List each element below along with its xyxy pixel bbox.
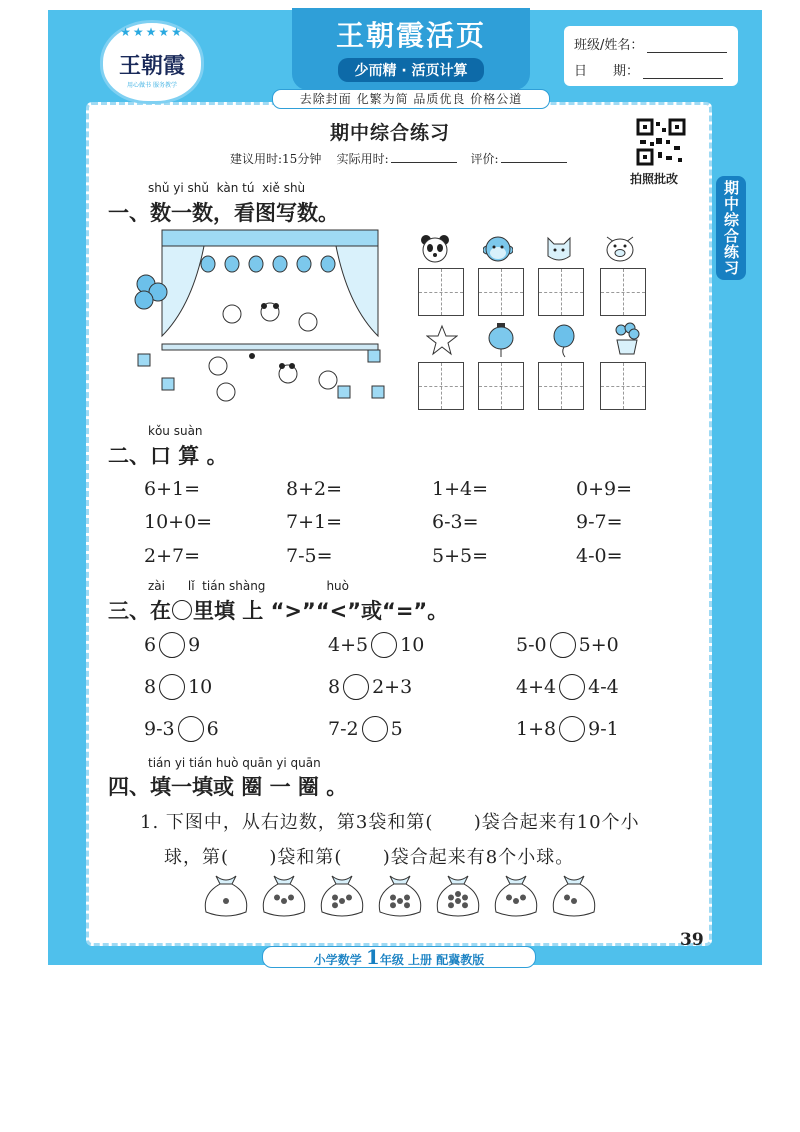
compare-right: 5+0 bbox=[578, 634, 619, 656]
ball bbox=[513, 898, 519, 904]
brand-slogan: 少而精 · 活页计算 bbox=[338, 58, 483, 82]
compare-left: 6 bbox=[144, 634, 157, 656]
panda-icon bbox=[420, 234, 450, 264]
stage-scene-illustration bbox=[132, 226, 396, 412]
time-info bbox=[230, 150, 577, 167]
compare-item bbox=[144, 716, 219, 742]
ball bbox=[390, 902, 396, 908]
compare-right: 6 bbox=[206, 718, 219, 740]
ball bbox=[520, 895, 526, 901]
compare-right: 10 bbox=[188, 676, 213, 698]
score-label: 评价: bbox=[470, 152, 499, 166]
calc-problem: 6-3= bbox=[432, 511, 479, 533]
section1-pinyin: shǔ yi shǔ kàn tú xiě shù bbox=[148, 181, 306, 195]
brand-banner bbox=[292, 8, 530, 90]
class-name-label: 班级/姓名： bbox=[574, 38, 644, 53]
calc-problem: 8+2= bbox=[286, 478, 343, 500]
compare-left: 4+5 bbox=[328, 634, 369, 656]
photo-grading-label: 拍照批改 bbox=[630, 172, 679, 186]
compare-circle[interactable] bbox=[343, 674, 369, 700]
section3-heading-pre: 三、在 bbox=[108, 599, 171, 623]
answer-box-pig[interactable] bbox=[600, 268, 646, 316]
ball-bag bbox=[263, 876, 304, 916]
calc-problem: 9-7= bbox=[576, 511, 623, 533]
ball bbox=[288, 895, 294, 901]
calc-problem: 7+1= bbox=[286, 511, 343, 533]
calc-problem: 1+4= bbox=[432, 478, 489, 500]
ball bbox=[571, 898, 577, 904]
balloon-icon bbox=[552, 324, 576, 358]
footer-grade-unit: 年级 bbox=[379, 953, 404, 967]
answer-box-cat[interactable] bbox=[538, 268, 584, 316]
qr-code-icon bbox=[636, 118, 686, 166]
calc-problem: 10+0= bbox=[144, 511, 213, 533]
footer-grade: 1 bbox=[365, 945, 380, 969]
brand-logo bbox=[100, 20, 204, 104]
ball bbox=[448, 895, 454, 901]
date-field[interactable] bbox=[643, 64, 723, 79]
ball bbox=[448, 902, 454, 908]
actual-time-field[interactable] bbox=[391, 152, 457, 163]
brand-title: 王朝霞活页 bbox=[335, 19, 486, 52]
ball bbox=[462, 902, 468, 908]
compare-right: 2+3 bbox=[372, 676, 413, 698]
page-number: 39 bbox=[680, 930, 704, 950]
section2-heading: 二、口 算 。 bbox=[108, 444, 228, 468]
compare-right: 9 bbox=[188, 634, 201, 656]
score-field[interactable] bbox=[501, 152, 567, 163]
answer-box-lantern[interactable] bbox=[478, 362, 524, 410]
class-name-field[interactable] bbox=[647, 38, 727, 53]
ball bbox=[564, 895, 570, 901]
answer-box-monkey[interactable] bbox=[478, 268, 524, 316]
section3-heading bbox=[108, 595, 448, 625]
calc-problem: 4-0= bbox=[576, 545, 623, 567]
ball bbox=[332, 895, 338, 901]
circle-symbol-icon bbox=[172, 600, 192, 620]
compare-circle[interactable] bbox=[371, 632, 397, 658]
compare-circle[interactable] bbox=[559, 674, 585, 700]
footer-subject: 小学数学 bbox=[313, 953, 362, 967]
date-label: 日 期： bbox=[574, 64, 640, 79]
compare-item bbox=[328, 716, 403, 742]
calc-problem: 2+7= bbox=[144, 545, 201, 567]
ball bbox=[455, 898, 461, 904]
question1-line2: 球，第( )袋和第( )袋合起来有8个小球。 bbox=[164, 847, 575, 868]
answer-box-panda[interactable] bbox=[418, 268, 464, 316]
ball bbox=[404, 895, 410, 901]
star-icon bbox=[426, 324, 458, 356]
compare-left: 8 bbox=[328, 676, 341, 698]
motto-strip: 去除封面 化繁为简 品质优良 价格公道 bbox=[272, 89, 550, 109]
compare-item bbox=[328, 674, 412, 700]
lantern-icon bbox=[488, 322, 514, 358]
compare-circle[interactable] bbox=[178, 716, 204, 742]
ball-bag bbox=[205, 876, 246, 916]
student-info-box bbox=[564, 26, 738, 86]
ball-bags-illustration bbox=[200, 872, 600, 922]
compare-right: 4-4 bbox=[588, 676, 619, 698]
ball bbox=[223, 898, 229, 904]
calc-problem: 0+9= bbox=[576, 478, 633, 500]
compare-left: 8 bbox=[144, 676, 157, 698]
ball bbox=[281, 898, 287, 904]
section2-pinyin: kǒu suàn bbox=[148, 424, 203, 438]
footer-edition: 配冀教版 bbox=[436, 953, 485, 967]
answer-box-flower-pot[interactable] bbox=[600, 362, 646, 410]
ball bbox=[462, 895, 468, 901]
ball bbox=[404, 902, 410, 908]
cat-icon bbox=[544, 234, 574, 264]
ball bbox=[339, 898, 345, 904]
footer-strip bbox=[262, 946, 536, 968]
compare-right: 9-1 bbox=[588, 718, 619, 740]
logo-stars-icon: ★★★★★ bbox=[120, 25, 184, 39]
compare-left: 9-3 bbox=[144, 718, 175, 740]
ball bbox=[332, 902, 338, 908]
ball-bag bbox=[379, 876, 420, 916]
ball-bag bbox=[321, 876, 362, 916]
ball bbox=[455, 891, 461, 897]
compare-item bbox=[144, 632, 200, 658]
section1-heading: 一、数一数，看图写数。 bbox=[108, 201, 339, 225]
compare-right: 5 bbox=[390, 718, 403, 740]
compare-right: 10 bbox=[400, 634, 425, 656]
compare-left: 7-2 bbox=[328, 718, 359, 740]
actual-time-label: 实际用时: bbox=[336, 152, 389, 166]
compare-item bbox=[144, 674, 212, 700]
compare-circle[interactable] bbox=[559, 716, 585, 742]
section4-pinyin: tián yi tián huò quān yi quān bbox=[148, 756, 321, 770]
compare-item bbox=[516, 716, 619, 742]
ball-bag bbox=[437, 876, 478, 916]
logo-name: 王朝霞 bbox=[118, 53, 185, 79]
footer-volume: 上册 bbox=[408, 953, 433, 967]
ball-bag bbox=[495, 876, 536, 916]
pig-icon bbox=[604, 234, 636, 264]
flower-pot-icon bbox=[612, 322, 642, 356]
ball bbox=[346, 895, 352, 901]
compare-circle[interactable] bbox=[159, 632, 185, 658]
side-tab: 期中综合练习 bbox=[716, 176, 746, 280]
calc-problem: 6+1= bbox=[144, 478, 201, 500]
compare-item bbox=[328, 632, 424, 658]
ball bbox=[274, 895, 280, 901]
ball bbox=[397, 898, 403, 904]
ball bbox=[506, 895, 512, 901]
compare-item bbox=[516, 674, 619, 700]
page-title: 期中综合练习 bbox=[330, 122, 451, 144]
suggested-time: 建议用时:15分钟 bbox=[230, 152, 322, 166]
ball-bag bbox=[553, 876, 594, 916]
compare-left: 4+4 bbox=[516, 676, 557, 698]
logo-tagline: 用心做书 服务教学 bbox=[127, 82, 177, 89]
calc-problem: 7-5= bbox=[286, 545, 333, 567]
ball bbox=[390, 895, 396, 901]
compare-circle[interactable] bbox=[362, 716, 388, 742]
compare-left: 5-0 bbox=[516, 634, 547, 656]
answer-box-star[interactable] bbox=[418, 362, 464, 410]
calc-problem: 5+5= bbox=[432, 545, 489, 567]
section3-heading-post: 里填 上 “>”“<”或“=”。 bbox=[193, 599, 449, 623]
compare-circle[interactable] bbox=[159, 674, 185, 700]
section4-heading: 四、填一填或 圈 一 圈 。 bbox=[108, 775, 348, 799]
compare-circle[interactable] bbox=[550, 632, 576, 658]
compare-left: 1+8 bbox=[516, 718, 557, 740]
question1-line1: 1. 下图中，从右边数，第3袋和第( )袋合起来有10个小 bbox=[140, 812, 640, 833]
answer-box-balloon[interactable] bbox=[538, 362, 584, 410]
monkey-icon bbox=[483, 234, 513, 264]
compare-item bbox=[516, 632, 619, 658]
section3-pinyin: zài lǐ tián shàng huò bbox=[148, 579, 349, 593]
